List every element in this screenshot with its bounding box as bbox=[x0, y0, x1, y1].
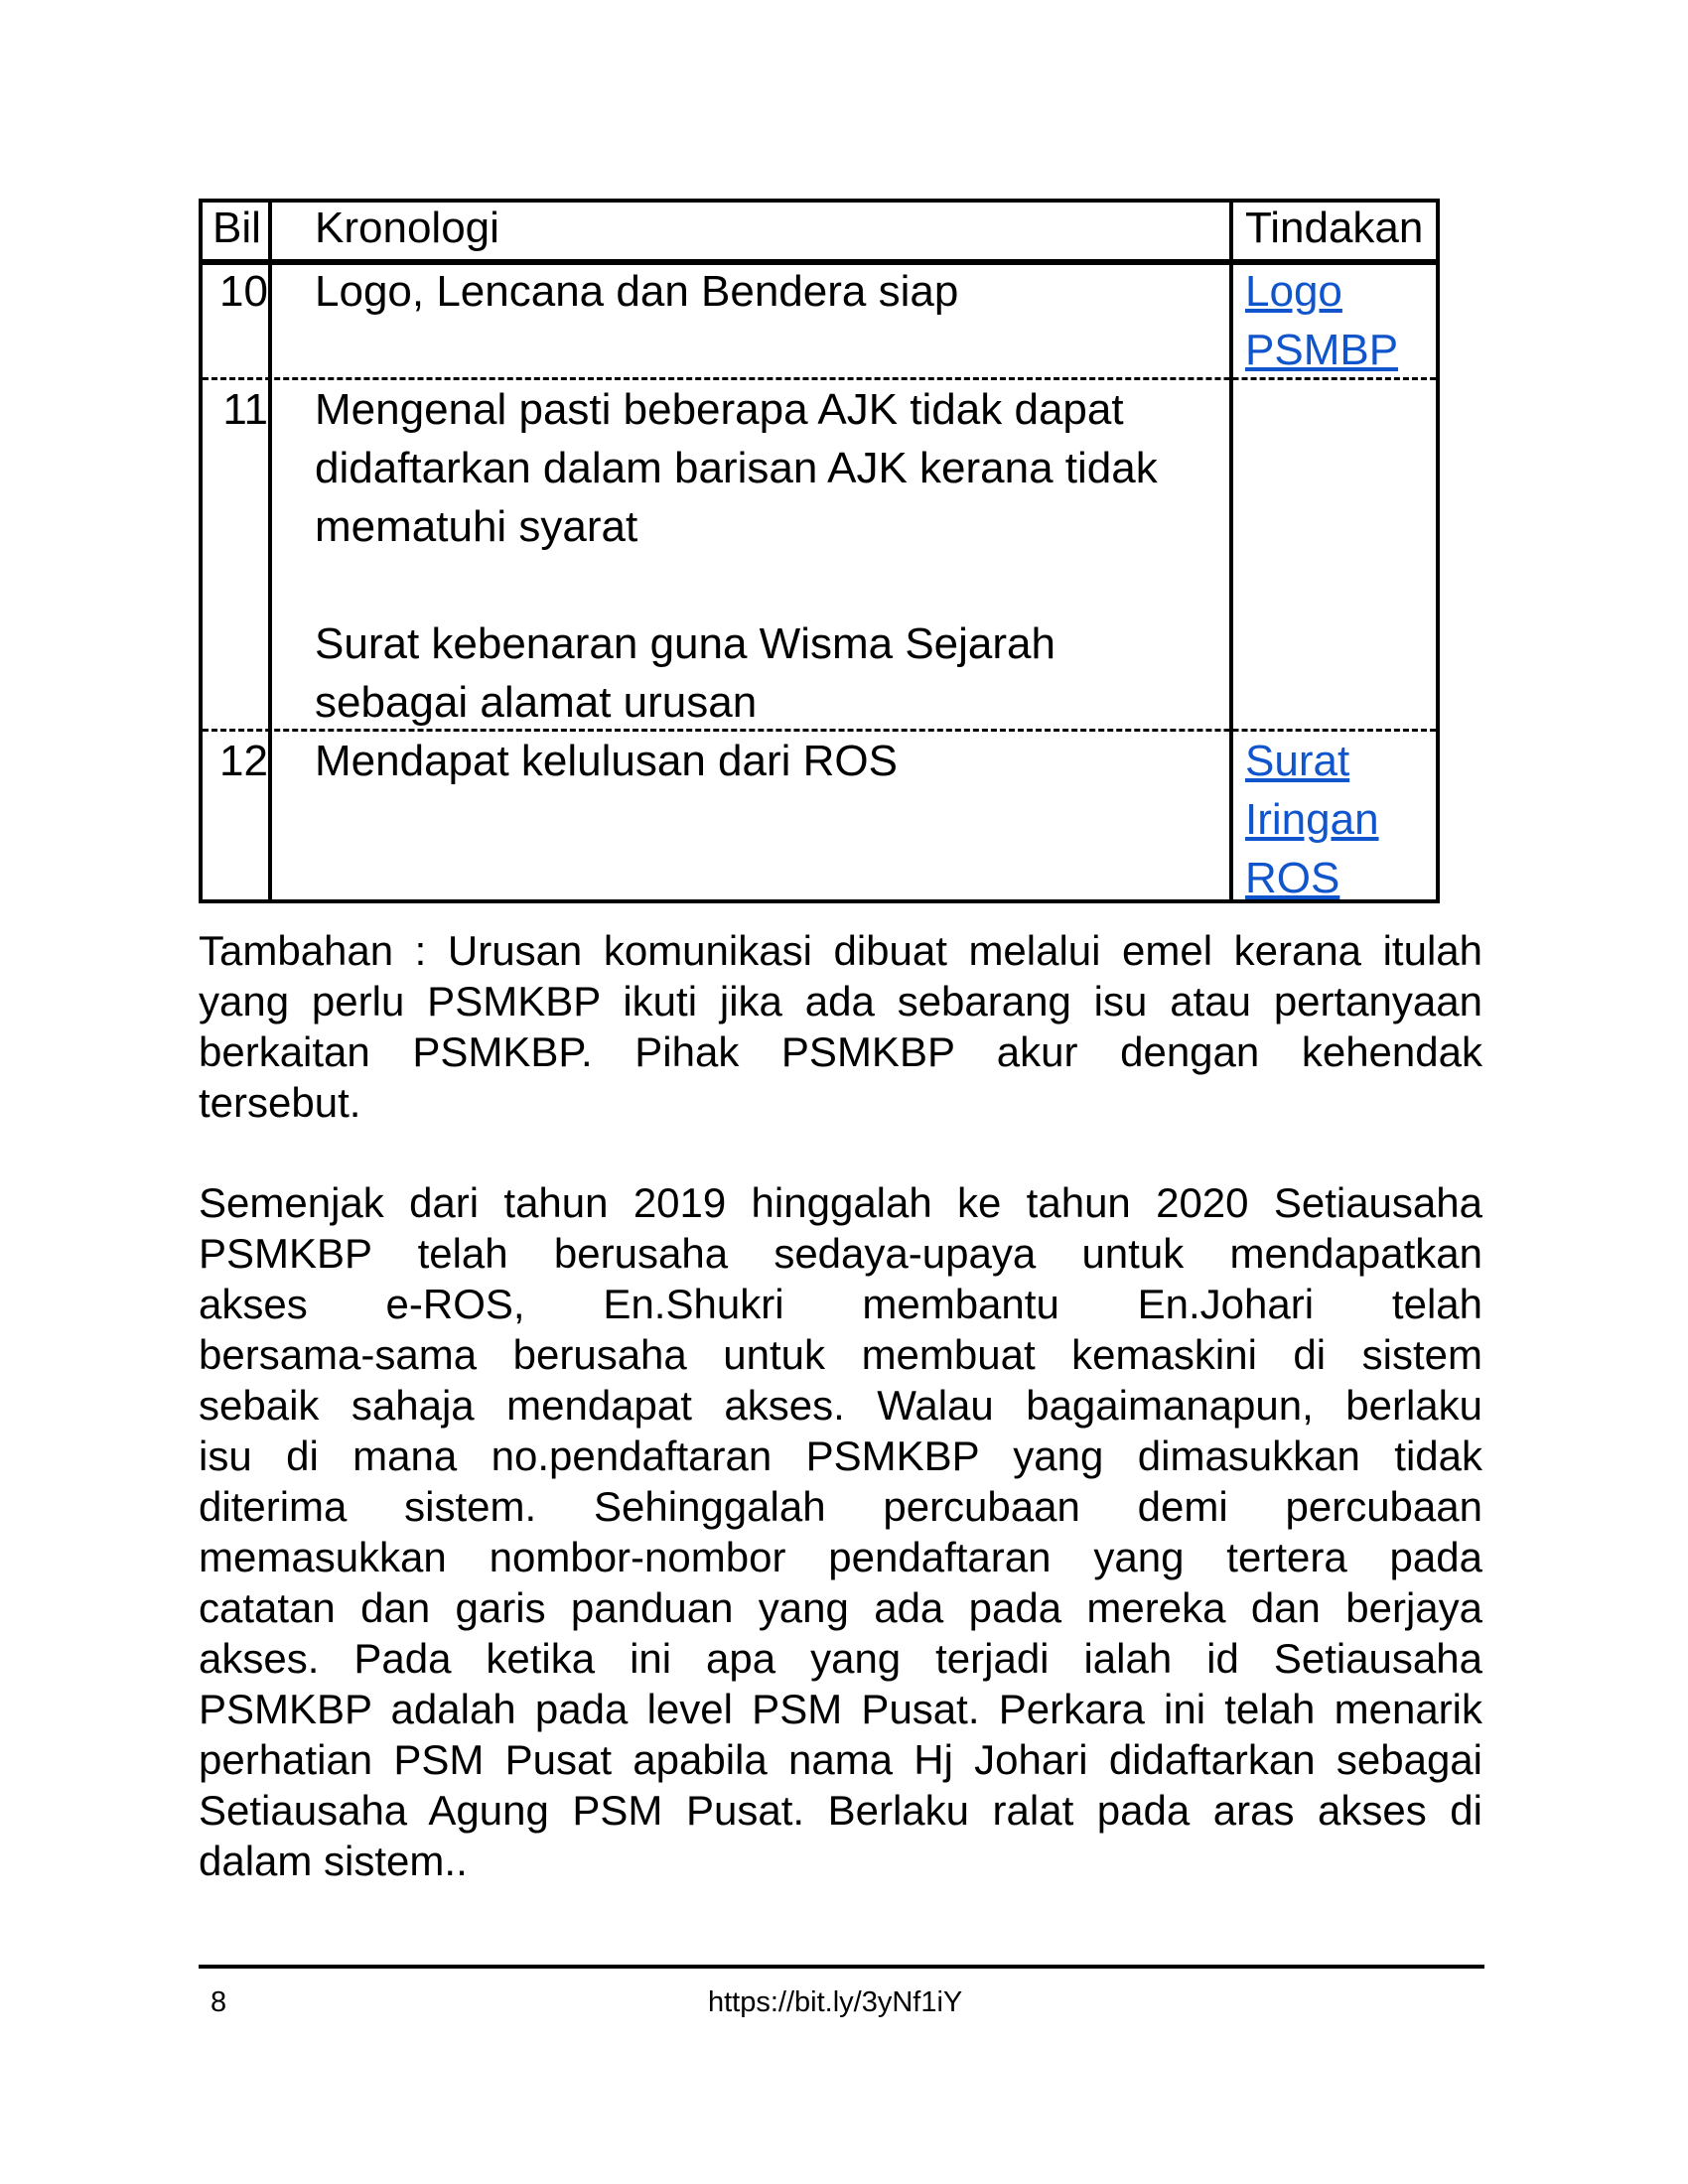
row-kronologi bbox=[315, 732, 898, 790]
header-bil: Bil bbox=[212, 204, 261, 252]
text-line: akses. Pada ketika ini apa yang terjadi ialah id Setiausaha bbox=[199, 1635, 1482, 1682]
row-tindakan bbox=[1245, 732, 1379, 907]
text-line: Semenjak dari tahun 2019 hinggalah ke tahun 2020 Setiausaha bbox=[199, 1179, 1482, 1226]
logo-psmbp-link[interactable] bbox=[1245, 262, 1398, 321]
kronologi-line: didaftarkan dalam barisan AJK kerana tidak bbox=[315, 444, 1158, 492]
text-line: yang perlu PSMKBP ikuti jika ada sebarang isu atau pertanyaan bbox=[199, 978, 1482, 1024]
row-tindakan bbox=[1245, 262, 1398, 379]
kronologi-line: Surat kebenaran guna Wisma Sejarah bbox=[315, 619, 1055, 668]
text-line: tersebut. bbox=[199, 1079, 361, 1126]
kronologi-line: Mendapat kelulusan dari ROS bbox=[315, 737, 898, 785]
surat-iringan-ros-link[interactable] bbox=[1245, 790, 1379, 849]
text-line: Tambahan : Urusan komunikasi dibuat melalui emel kerana itulah bbox=[199, 927, 1482, 974]
text-line: diterima sistem. Sehinggalah percubaan demi percubaan bbox=[199, 1483, 1482, 1530]
link-text[interactable]: ROS bbox=[1245, 854, 1340, 902]
link-text[interactable]: Iringan bbox=[1245, 795, 1379, 844]
header-tindakan: Tindakan bbox=[1245, 204, 1424, 252]
text-line: akses e-ROS, En.Shukri membantu En.Johari telah bbox=[199, 1281, 1482, 1327]
text-line: dalam sistem.. bbox=[199, 1838, 468, 1884]
row-number: 11 bbox=[222, 385, 268, 434]
surat-iringan-ros-link[interactable] bbox=[1245, 849, 1379, 907]
footer-url[interactable]: https://bit.ly/3yNf1iY bbox=[708, 1986, 963, 2018]
paragraph-semenjak bbox=[199, 1177, 1482, 1886]
row-number: 10 bbox=[219, 267, 268, 316]
text-line: catatan dan garis panduan yang ada pada mereka dan berjaya bbox=[199, 1584, 1482, 1631]
surat-iringan-ros-link[interactable] bbox=[1245, 732, 1379, 790]
paragraph-tambahan bbox=[199, 925, 1482, 1128]
logo-psmbp-link[interactable] bbox=[1245, 321, 1398, 379]
column-divider bbox=[1229, 203, 1233, 899]
row-number: 12 bbox=[219, 737, 268, 785]
row-kronologi bbox=[315, 380, 1158, 732]
footer-rule bbox=[199, 1965, 1484, 1969]
text-line: sebaik sahaja mendapat akses. Walau bagaimanapun, berlaku bbox=[199, 1382, 1482, 1429]
text-line: isu di mana no.pendaftaran PSMKBP yang dimasukkan tidak bbox=[199, 1433, 1482, 1479]
text-line: perhatian PSM Pusat apabila nama Hj Johari didaftarkan sebagai bbox=[199, 1736, 1482, 1783]
text-line: PSMKBP adalah pada level PSM Pusat. Perkara ini telah menarik bbox=[199, 1686, 1482, 1732]
text-line: memasukkan nombor-nombor pendaftaran yang tertera pada bbox=[199, 1534, 1482, 1580]
kronologi-line: mematuhi syarat bbox=[315, 502, 638, 551]
link-text[interactable]: Logo bbox=[1245, 267, 1342, 316]
link-text[interactable]: Surat bbox=[1245, 737, 1350, 785]
header-kronologi: Kronologi bbox=[315, 204, 499, 252]
link-text[interactable]: PSMBP bbox=[1245, 326, 1399, 374]
kronologi-line: Mengenal pasti beberapa AJK tidak dapat bbox=[315, 385, 1124, 434]
kronologi-line bbox=[315, 556, 1158, 614]
kronologi-line: Logo, Lencana dan Bendera siap bbox=[315, 267, 959, 316]
text-line: Setiausaha Agung PSM Pusat. Berlaku ralat pada aras akses di bbox=[199, 1787, 1482, 1834]
text-line: bersama-sama berusaha untuk membuat kemaskini di sistem bbox=[199, 1331, 1482, 1378]
text-line: PSMKBP telah berusaha sedaya-upaya untuk mendapatkan bbox=[199, 1230, 1482, 1277]
kronologi-line: sebagai alamat urusan bbox=[315, 678, 758, 727]
kronologi-table bbox=[199, 199, 1440, 903]
row-kronologi bbox=[315, 262, 958, 321]
page-number: 8 bbox=[211, 1986, 227, 2018]
text-line: berkaitan PSMKBP. Pihak PSMKBP akur dengan kehendak bbox=[199, 1028, 1482, 1075]
column-divider bbox=[268, 203, 272, 899]
